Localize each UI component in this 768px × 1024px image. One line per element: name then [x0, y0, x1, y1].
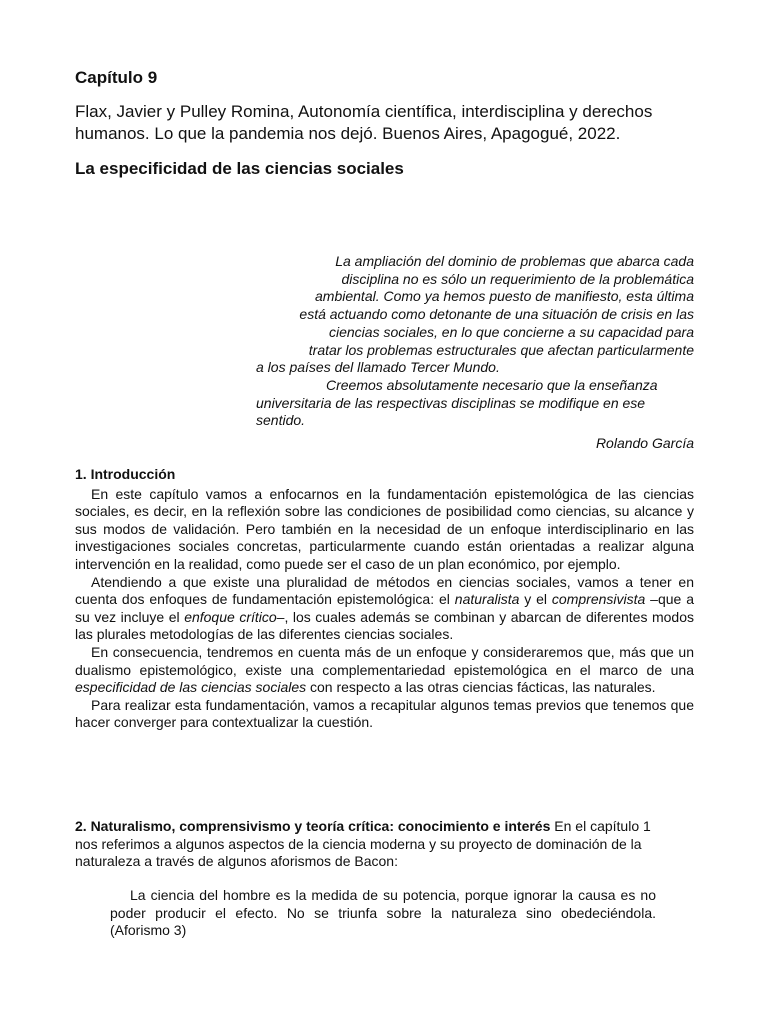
section-heading: 2. Naturalismo, comprensivismo y teoría crítica: conocimiento e interés	[75, 818, 551, 834]
epigraph-line: disciplina no es sólo un requerimiento de la problemática	[341, 270, 694, 287]
epigraph-line: ambiental. Como ya hemos puesto de manifiesto, esta última	[315, 288, 694, 305]
chapter-label: Capítulo 9	[75, 68, 158, 87]
paragraph	[75, 574, 694, 644]
emphasis: enfoque crítico	[184, 608, 277, 625]
epigraph-line: a los países del llamado Tercer Mundo.	[256, 359, 500, 376]
emphasis: comprensivista	[551, 591, 646, 608]
text-run: En consecuencia, tendremos en cuenta más de un enfoque y consideraremos que, más que un dualismo epistemológico, existe una complementariedad epistemológica en el marco de una	[75, 643, 694, 678]
text-run: con respecto a las otras ciencias fácticas, las naturales.	[306, 679, 656, 696]
section-heading: 1. Introducción	[75, 466, 176, 482]
epigraph-line: está actuando como detonante de una situación de crisis en las	[299, 306, 694, 323]
epigraph-paragraph-1	[256, 253, 694, 376]
text-run: En el capítulo 1 nos referimos a algunos aspectos de la ciencia moderna y su proyecto de dominación de la naturaleza a través de algunos aforismos de Bacon:	[75, 818, 651, 870]
epigraph-paragraph-2: Creemos absolutamente necesario que la enseñanza universitaria de las respectivas disciplinas se modifique en ese sentido.	[256, 376, 658, 429]
paragraph: Para realizar esta fundamentación, vamos a recapitular algunos temas previos que tenemos que hacer converger para contextualizar la cuestión.	[75, 696, 694, 731]
section-naturalismo	[75, 818, 665, 871]
emphasis: naturalista	[454, 591, 520, 608]
text-run: y el	[519, 591, 552, 608]
text-run: –que a su vez incluye el	[75, 591, 694, 625]
emphasis: especificidad de las ciencias sociales	[75, 679, 307, 696]
text-run: –, los cuales además se combinan y abarcan de diferentes modos las plurales metodologías de las diferentes ciencias sociales.	[75, 608, 695, 643]
epigraph-line: tratar los problemas estructurales que afectan particularmente	[308, 341, 694, 358]
epigraph-line: La ampliación del dominio de problemas que abarca cada	[335, 253, 694, 269]
block-quote: La ciencia del hombre es la medida de su potencia, porque ignorar la causa es no poder producir el efecto. No se triunfa sobre la naturaleza sino obedeciéndola. (Aforismo 3)	[110, 887, 656, 939]
text-run: Atendiendo a que existe una pluralidad de métodos en ciencias sociales, vamos a tener en cuenta dos enfoques de fundamentación epistemológica: el	[75, 573, 694, 608]
epigraph-line: ciencias sociales, en lo que concierne a su capacidad para	[328, 323, 694, 340]
paragraph	[75, 818, 665, 871]
bibliographic-reference: Flax, Javier y Pulley Romina, Autonomía científica, interdisciplina y derechos humanos. Lo que la pandemia nos dejó. Buenos Aires, Apagogué, 2022.	[75, 102, 653, 143]
chapter-title: La especificidad de las ciencias sociales	[75, 159, 404, 178]
paragraph: En este capítulo vamos a enfocarnos en la fundamentación epistemológica de las ciencias sociales, es decir, en la reflexión sobre las condiciones de posibilidad como ciencias, su alcance y sus modos de validación. Pero también en la necesidad de un enfoque interdisciplinario en las investigaciones sociales concretas, particularmente cuando están orientadas a realizar alguna intervención en la realidad, como puede ser el caso de un plan económico, por ejemplo.	[75, 485, 694, 572]
paragraph	[75, 644, 694, 697]
section-introduction	[75, 466, 694, 732]
epigraph	[256, 253, 694, 453]
epigraph-author: Rolando García	[595, 435, 694, 452]
